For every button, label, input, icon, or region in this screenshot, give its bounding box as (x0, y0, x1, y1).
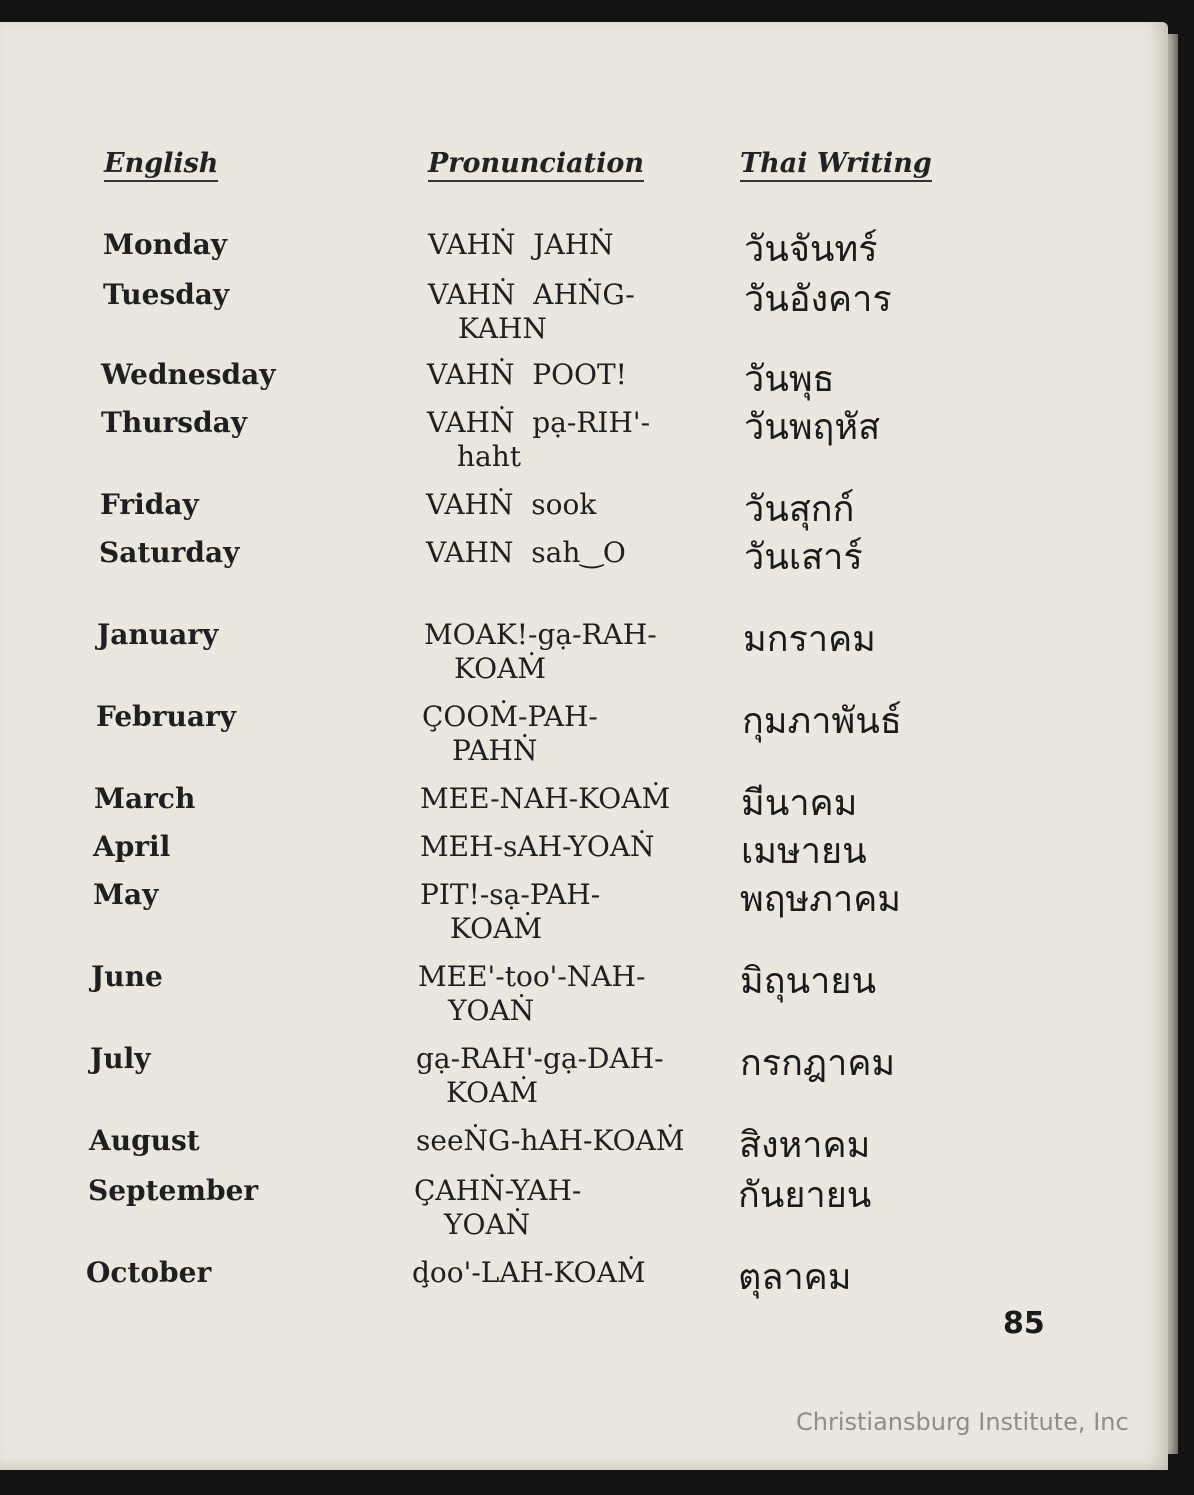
pronunciation (412, 1256, 646, 1290)
page-number: 85 (1003, 1306, 1045, 1341)
pronunciation-line: VAHṄ JAHṄ (428, 228, 614, 261)
english-word: May (93, 878, 159, 911)
pronunciation-line: ÇOOṀ-PAH- (422, 700, 598, 733)
pronunciation-continuation: KOAṀ (454, 652, 547, 685)
pronunciation-line: VAHṄ AHṄG- (428, 278, 635, 311)
pronunciation (428, 278, 635, 346)
pronunciation (414, 1174, 581, 1242)
pronunciation-line: PIT!-sạ-PAH- (420, 878, 601, 911)
pronunciation (416, 1124, 685, 1158)
english-word: Wednesday (101, 358, 276, 391)
pronunciation-line: VAHṄ pạ-RIH'- (427, 406, 651, 439)
english-word: October (86, 1256, 212, 1289)
pronunciation (422, 700, 598, 768)
english-word: June (91, 960, 163, 993)
pronunciation-line: MEE'-too'-NAH- (418, 960, 646, 993)
thai-writing: สิงหาคม (739, 1125, 871, 1166)
pronunciation (416, 1042, 664, 1110)
english-word: Thursday (101, 406, 248, 439)
pronunciation-continuation: KOAṀ (450, 912, 543, 945)
pronunciation-continuation: YOAṄ (444, 1208, 531, 1241)
pronunciation-line: VAHN sah‿O (426, 536, 626, 569)
header-thai-writing: Thai Writing (740, 148, 932, 182)
pronunciation-line: MEE-NAH-KOAṀ (420, 782, 671, 815)
english-word: February (96, 700, 237, 733)
pronunciation (428, 228, 614, 262)
english-word: September (88, 1174, 259, 1207)
thai-writing: วันอังคาร (744, 279, 892, 320)
pronunciation-continuation: KOAṀ (446, 1076, 539, 1109)
pronunciation-line: MEH-sAH-YOAṄ (420, 830, 655, 863)
pronunciation-line: seeṄG-hAH-KOAṀ (416, 1124, 685, 1157)
english-word: March (94, 782, 196, 815)
pronunciation-line: VAHṄ POOT! (427, 358, 627, 391)
thai-writing: วันพฤหัส (744, 407, 881, 448)
english-word: April (93, 830, 171, 863)
english-word: July (90, 1042, 151, 1075)
thai-writing: วันสุกก์ (744, 489, 855, 530)
thai-writing: วันพุธ (744, 359, 835, 400)
english-word: August (89, 1124, 200, 1157)
thai-writing: มีนาคม (741, 783, 858, 824)
english-word: Saturday (99, 536, 240, 569)
pronunciation-line: MOAK!-gạ-RAH- (424, 618, 657, 651)
thai-writing: ตุลาคม (738, 1257, 852, 1298)
pronunciation (420, 878, 600, 946)
pronunciation (426, 536, 626, 570)
thai-writing: กันยายน (738, 1175, 872, 1216)
english-word: Friday (100, 488, 199, 521)
thai-writing: วันจันทร์ (744, 229, 878, 270)
pronunciation (420, 782, 670, 816)
pronunciation (418, 960, 645, 1028)
pronunciation-line: ḑoo'-LAH-KOAṀ (412, 1256, 646, 1289)
header-pronunciation: Pronunciation (428, 148, 644, 182)
thai-writing: พฤษภาคม (740, 879, 902, 920)
english-word: January (97, 618, 219, 651)
english-word: Monday (103, 228, 228, 261)
pronunciation (420, 830, 655, 864)
pronunciation (427, 358, 627, 392)
pronunciation (424, 618, 657, 686)
pronunciation (426, 488, 596, 522)
pronunciation-continuation: PAHṄ (452, 734, 538, 767)
header-english: English (104, 148, 218, 182)
thai-writing: กรกฎาคม (740, 1043, 896, 1084)
thai-writing: กุมภาพันธ์ (742, 701, 902, 742)
thai-writing: เมษายน (741, 831, 867, 872)
pronunciation-continuation: haht (457, 440, 522, 473)
watermark: Christiansburg Institute, Inc (796, 1408, 1129, 1436)
pronunciation-line: VAHṄ sook (426, 488, 597, 521)
thai-writing: มกราคม (743, 619, 876, 660)
pronunciation-line: gạ-RAH'-gạ-DAH- (416, 1042, 664, 1075)
pronunciation (427, 406, 650, 474)
pronunciation-line: ÇAHṄ-YAH- (414, 1174, 582, 1207)
pronunciation-continuation: KAHN (458, 312, 547, 345)
thai-writing: วันเสาร์ (744, 537, 863, 578)
thai-writing: มิถุนายน (740, 961, 877, 1002)
english-word: Tuesday (103, 278, 230, 311)
pronunciation-continuation: YOAṄ (448, 994, 535, 1027)
